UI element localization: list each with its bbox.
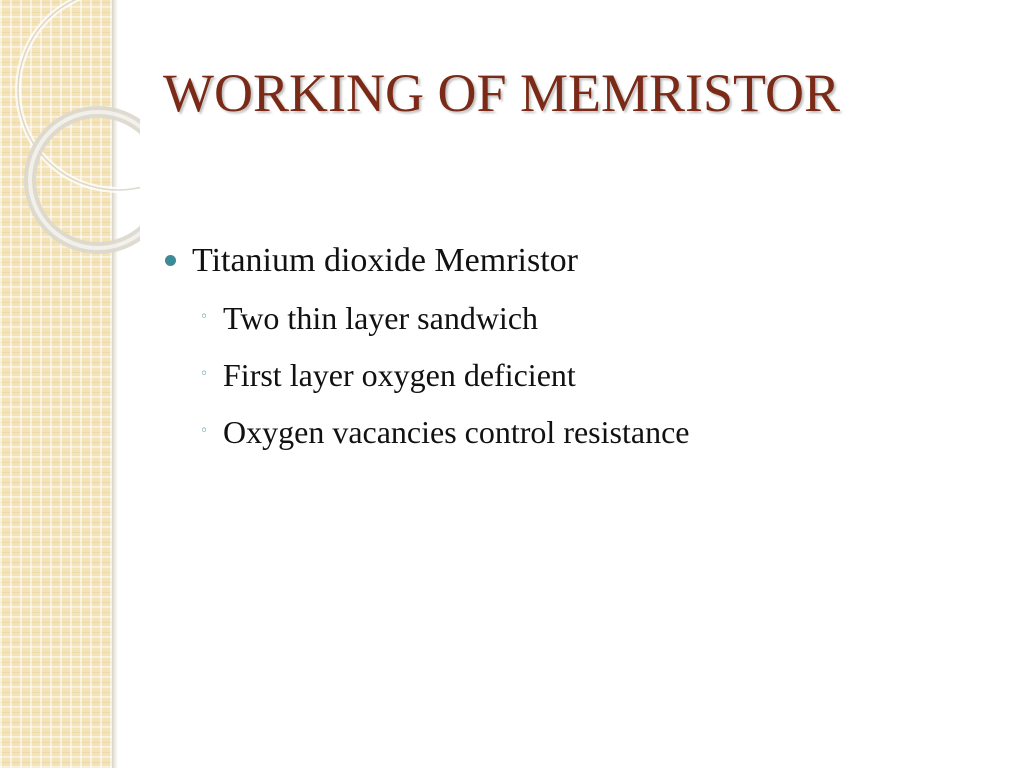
decorative-rings-icon <box>0 0 140 260</box>
slide-title: WORKING OF MEMRISTOR <box>163 63 841 123</box>
slide-content <box>160 238 689 467</box>
sub-bullet-text: Two thin layer sandwich <box>223 300 539 336</box>
sub-bullet-item <box>160 410 689 454</box>
sub-bullet-item <box>160 353 689 397</box>
hollow-circle-bullet-icon: ◦ <box>200 423 209 439</box>
hollow-circle-bullet-icon: ◦ <box>200 309 209 325</box>
sub-bullet-item <box>160 296 689 340</box>
bullet-item <box>160 238 689 284</box>
sub-bullet-text: Oxygen vacancies control resistance <box>223 414 690 450</box>
bullet-text: Titanium dioxide Memristor <box>192 242 578 279</box>
sub-bullet-list <box>160 296 689 454</box>
filled-circle-bullet-icon <box>165 255 176 266</box>
sub-bullet-text: First layer oxygen deficient <box>223 357 576 393</box>
hollow-circle-bullet-icon: ◦ <box>200 366 209 382</box>
